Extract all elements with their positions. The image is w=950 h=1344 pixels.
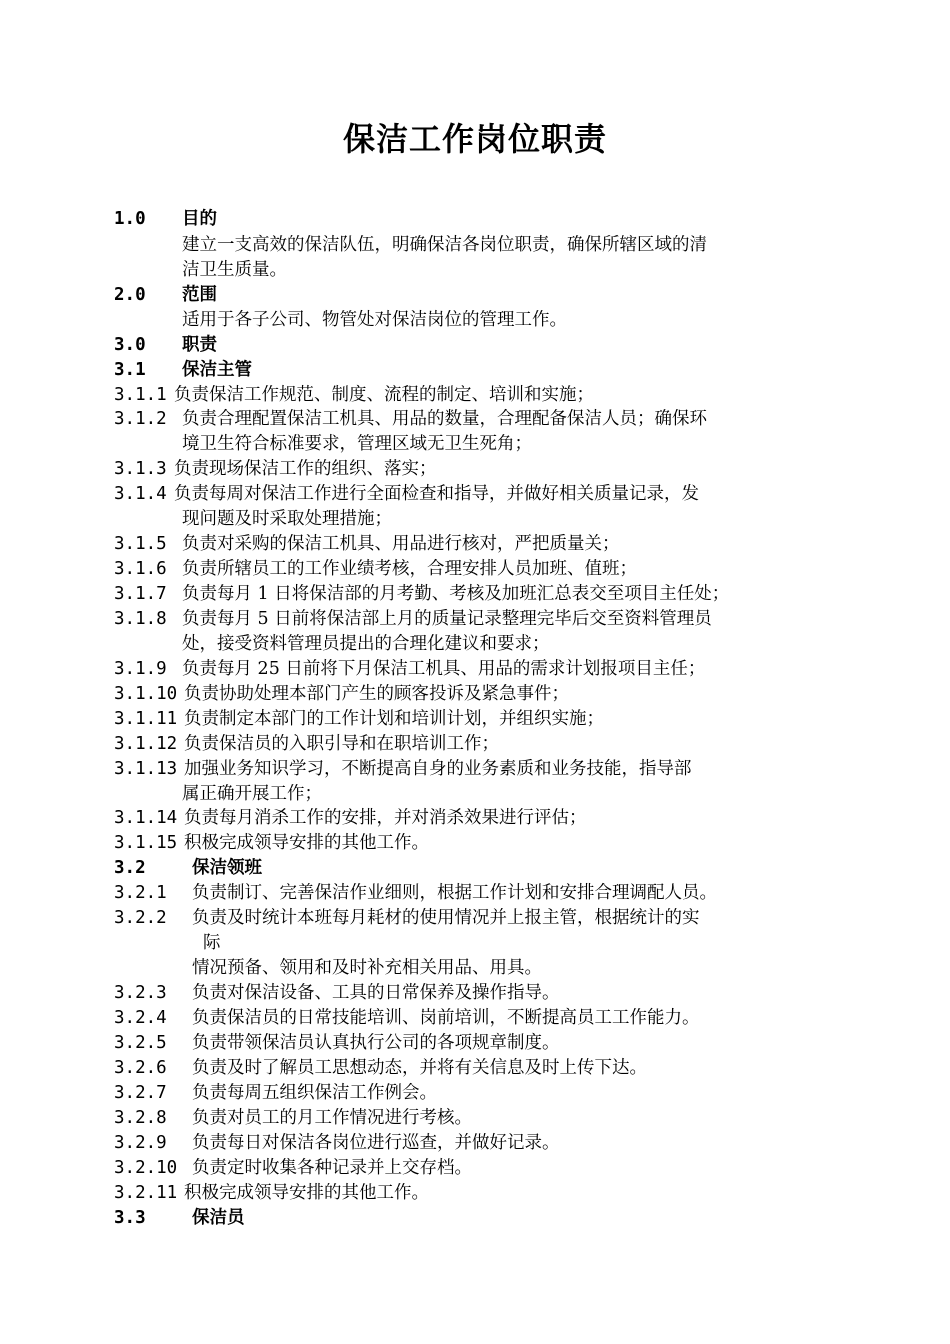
paragraph-line: 适用于各子公司、物管处对保洁岗位的管理工作。	[182, 310, 567, 330]
section-heading: 范围	[182, 285, 217, 305]
section-heading: 保洁主管	[182, 360, 252, 380]
list-item-continuation: 境卫生符合标准要求，管理区域无卫生死角；	[182, 434, 532, 454]
section-number: 3.2	[114, 858, 146, 878]
list-item-continuation: 情况预备、领用和及时补充相关用品、用具。	[192, 958, 542, 978]
section-number: 1.0	[114, 209, 146, 229]
list-item-continuation: 现问题及时采取处理措施；	[182, 509, 392, 529]
section-heading: 目的	[182, 209, 217, 229]
list-item-continuation: 际	[203, 933, 221, 953]
section-heading: 保洁领班	[192, 858, 262, 878]
document-page: 保洁工作岗位职责 1.0 目的 建立一支高效的保洁队伍，明确保洁各岗位职责，确保所辖区域的清 洁卫生质量。 2.0 范围 适用于各子公司、物管处对保洁岗位的管理工作。 3.0 职责 3.1 保洁主管 3.1.1 负责保洁工作规范、制度、流程的制定、培训和实施； 3.1.2 负责合理配置保洁工机具、用品的数量，合理配备保洁人员；确保环 境卫生符合标准要求，管理区域无卫生死角； 3.1.3 负责现场保洁工作的组织、落实； 3.1.4 负责每周对保洁工作进行全面检查和指导，并做好相关质量记录，发 现问题及时采取处理措施； 3.1.5 负责对采购的保洁工机具、用品进行核对，严把质量关； 3.1.6 负责所辖员工的工作业绩考核，合理安排人员加班、值班； 3.1.7 负责每月 1 日将保洁部的月考勤、考核及加班汇总表交至项目主任处； 3.1.8 负责每月 5 日前将保洁部上月的质量记录整理完毕后交至资料管理员 处，接受资料管理员提出的合理化建议和要求； 3.1.9 负责每月 25 日前将下月保洁工机具、用品的需求计划报项目主任； 3.1.10 负责协助处理本部门产生的顾客投诉及紧急事件； 3.1.11 负责制定本部门的工作计划和培训计划，并组织实施； 3.1.12 负责保洁员的入职引导和在职培训工作； 3.1.13 加强业务知识学习，不断提高自身的业务素质和业务技能，指导部 属正确开展工作； 3.1.14 负责每月消杀工作的安排，并对消杀效果进行评估； 3.1.15 积极完成领导安排的其他工作。 3.2 保洁领班 3.2.1 负责制订、完善保洁作业细则，根据工作计划和安排合理调配人员。 3.2.2 负责及时统计本班每月耗材的使用情况并上报主管，根据统计的实 际 情况预备、领用和及时补充相关用品、用具。 3.2.3 负责对保洁设备、工具的日常保养及操作指导。 3.2.4 负责保洁员的日常技能培训、岗前培训，不断提高员工工作能力。 3.2.5 负责带领保洁员认真执行公司的各项规章制度。 3.2.6 负责及时了解员工思想动态，并将有关信息及时上传下达。 3.2.7 负责每周五组织保洁工作例会。 3.2.8 负责对员工的月工作情况进行考核。 3.2.9 负责每日对保洁各岗位进行巡查，并做好记录。 3.2.10 负责定时收集各种记录并上交存档。 3.2.11 积极完成领导安排的其他工作。 3.3 保洁员	[0, 0, 950, 1344]
list-item-continuation: 处，接受资料管理员提出的合理化建议和要求；	[182, 634, 550, 654]
section-number: 3.3	[114, 1208, 146, 1228]
page-title: 保洁工作岗位职责	[342, 120, 607, 158]
paragraph-line: 建立一支高效的保洁队伍，明确保洁各岗位职责，确保所辖区域的清	[182, 235, 707, 255]
section-heading: 保洁员	[192, 1208, 245, 1228]
section-heading: 职责	[182, 335, 217, 355]
list-item-continuation: 属正确开展工作；	[182, 784, 322, 804]
section-number: 3.0	[114, 335, 146, 355]
section-number: 2.0	[114, 285, 146, 305]
paragraph-line: 洁卫生质量。	[182, 260, 287, 280]
section-number: 3.1	[114, 360, 146, 380]
